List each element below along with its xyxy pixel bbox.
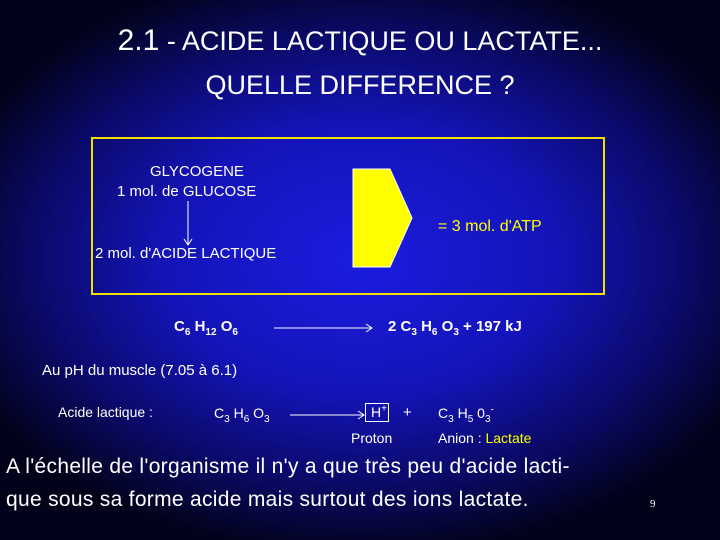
lactate-formula: $C_3$ $H_5$ $0_3^-$	[438, 404, 494, 425]
proton-symbol: H+	[371, 403, 387, 420]
ph-note: Au pH du muscle (7.05 à 6.1)	[42, 362, 238, 379]
slide-title-line1	[0, 22, 720, 60]
acide-lactique-eq-label: Acide lactique :	[58, 404, 153, 420]
glycogene-label: GLYCOGENE	[150, 163, 244, 180]
down-arrow-icon	[182, 201, 194, 247]
metabolism-box	[91, 137, 605, 295]
yellow-arrow-icon	[352, 168, 414, 268]
glucose-formula: $C_6$ $H_{12}$ $O_6$	[174, 318, 238, 338]
right-arrow-icon	[274, 322, 374, 334]
acide-lactique-label: 2 mol. d'ACIDE LACTIQUE	[95, 245, 277, 262]
title-text-1: - ACIDE LACTIQUE OU LACTATE...	[159, 26, 603, 56]
lactate-word: Lactate	[485, 430, 532, 446]
proton-label: Proton	[351, 430, 393, 446]
atp-label: = 3 mol. d'ATP	[438, 218, 542, 235]
section-number: 2.1	[117, 24, 160, 57]
products-formula: 2 $C_3$ $H_6$ $O_3 + 197$ kJ	[388, 318, 522, 338]
anion-label: Anion : Lactate	[438, 430, 532, 446]
lactic-acid-formula: $C_3$ $H_6$ $O_3$	[214, 405, 270, 425]
glucose-label: 1 mol. de GLUCOSE	[117, 183, 257, 200]
plus-sign: +	[403, 404, 412, 421]
conclusion-line1: A l'échelle de l'organisme il n'y a que très peu d'acide lacti-	[6, 455, 570, 478]
dissociation-arrow-icon	[290, 409, 366, 421]
slide-title-line2: QUELLE DIFFERENCE ?	[205, 70, 515, 100]
page-number: 9	[650, 498, 656, 510]
conclusion-line2: que sous sa forme acide mais surtout des ions lactate.	[6, 488, 529, 511]
